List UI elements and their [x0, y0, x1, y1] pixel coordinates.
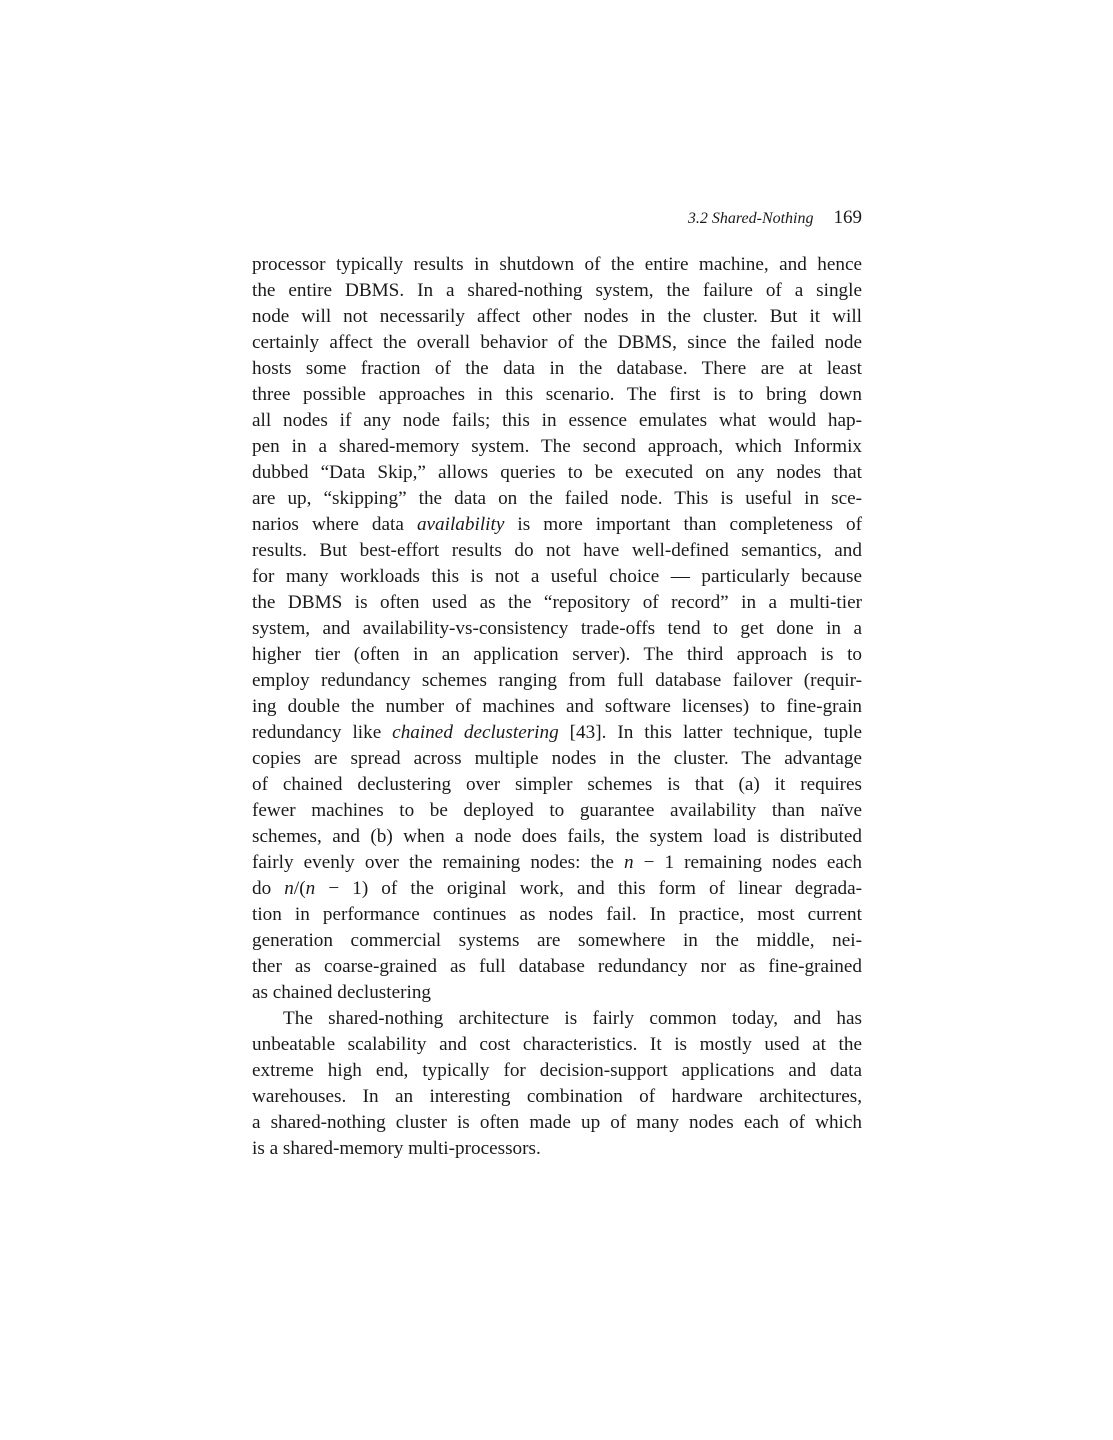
text-line: as chained declustering: [252, 982, 432, 1003]
text-line: generation commercial systems are somewhere in the middle, nei-: [252, 930, 862, 951]
text-line: extreme high end, typically for decision-support applications and data: [252, 1060, 862, 1081]
emphasis-availability: availability: [416, 514, 505, 535]
text-line: copies are spread across multiple nodes in the cluster. The advantage: [252, 748, 862, 769]
text-line: The shared-nothing architecture is fairly common today, and has: [283, 1008, 862, 1029]
math-variable: n: [284, 878, 294, 899]
text-line: node will not necessarily affect other nodes in the cluster. But it will: [252, 306, 862, 327]
text-line: warehouses. In an interesting combination of hardware architectures,: [252, 1086, 862, 1107]
text-line: fairly evenly over the remaining nodes: the n − 1 remaining nodes each: [252, 852, 862, 873]
text-line: dubbed “Data Skip,” allows queries to be executed on any nodes that: [252, 462, 862, 483]
text-line: ing double the number of machines and software licenses) to fine-grain: [252, 696, 862, 717]
page-number: 169: [833, 207, 862, 228]
running-head: [252, 207, 862, 233]
text-line: the DBMS is often used as the “repository of record” in a multi-tier: [252, 592, 862, 613]
text-line: pen in a shared-memory system. The second approach, which Informix: [252, 436, 862, 457]
body-text: [252, 252, 862, 1162]
text-line: are up, “skipping” the data on the failed node. This is useful in sce-: [252, 488, 862, 509]
text-line: higher tier (often in an application server). The third approach is to: [252, 644, 862, 665]
text-line: the entire DBMS. In a shared-nothing system, the failure of a single: [252, 280, 862, 301]
text-line: do n/(n − 1) of the original work, and this form of linear degrada-: [252, 878, 863, 899]
math-variable: n: [305, 878, 316, 899]
text-line: system, and availability-vs-consistency trade-offs tend to get done in a: [252, 618, 862, 639]
paragraph: [252, 252, 862, 1006]
text-line: certainly affect the overall behavior of the DBMS, since the failed node: [252, 332, 862, 353]
math-variable: n: [623, 852, 634, 873]
text-line: three possible approaches in this scenario. The first is to bring down: [252, 384, 862, 405]
text-line: a shared-nothing cluster is often made up of many nodes each of which: [252, 1112, 862, 1133]
text-line: hosts some fraction of the data in the database. There are at least: [252, 358, 862, 379]
text-line: ther as coarse-grained as full database redundancy nor as fine-grained: [252, 956, 862, 977]
text-line: employ redundancy schemes ranging from full database failover (requir-: [252, 670, 862, 691]
text-line: all nodes if any node fails; this in essence emulates what would hap-: [252, 410, 862, 431]
emphasis-chained-declustering: chained declustering: [392, 722, 559, 743]
text-line: processor typically results in shutdown of the entire machine, and hence: [252, 254, 862, 275]
text-line: tion in performance continues as nodes fail. In practice, most current: [252, 904, 862, 925]
text-line: redundancy like chained declustering [43]. In this latter technique, tuple: [252, 722, 863, 743]
text-line: unbeatable scalability and cost characteristics. It is mostly used at the: [252, 1034, 862, 1055]
text-line: of chained declustering over simpler schemes is that (a) it requires: [252, 774, 862, 795]
text-line: schemes, and (b) when a node does fails, the system load is distributed: [252, 826, 862, 847]
text-line: fewer machines to be deployed to guarantee availability than naïve: [252, 800, 862, 821]
text-line: narios where data availability is more important than completeness of: [252, 514, 862, 535]
text-line: is a shared-memory multi-processors.: [252, 1138, 541, 1159]
text-line: for many workloads this is not a useful choice — particularly because: [252, 566, 862, 587]
section-title: 3.2 Shared-Nothing: [687, 210, 814, 227]
paragraph: [252, 1006, 862, 1162]
text-line: results. But best-effort results do not have well-defined semantics, and: [252, 540, 862, 561]
